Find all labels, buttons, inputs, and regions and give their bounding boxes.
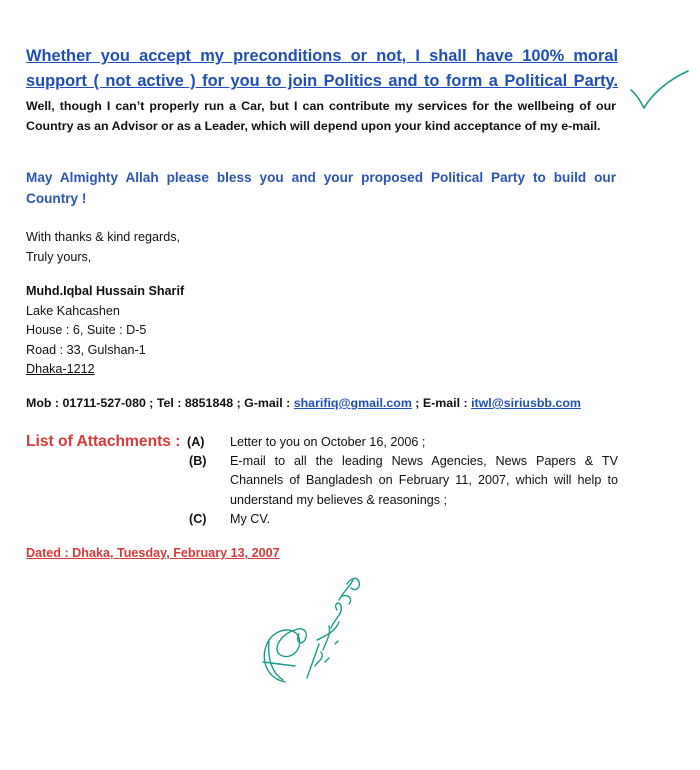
attachments-heading: List of Attachments : [26, 433, 181, 450]
intro-line-1: Whether you accept my preconditions or not, I shall have 100% moral [26, 47, 618, 65]
email-link[interactable]: itwl@siriusbb.com [471, 396, 581, 410]
attachment-mark: (C) [189, 511, 207, 526]
blessing-paragraph: May Almighty Allah please bless you and your proposed Political Party to build our Country ! [26, 170, 616, 206]
checkmark-icon [628, 68, 690, 116]
attachment-mark: (B) [189, 454, 207, 469]
attachment-text: Letter to you on October 16, 2006 ; [230, 435, 426, 449]
closing-thanks: With thanks & kind regards, [26, 230, 180, 244]
intro-line-2: support ( not active ) for you to join Politics and to form a Political Party. [26, 72, 618, 90]
attachment-text: My CV. [230, 511, 271, 526]
gmail-label: ; G-mail : [233, 396, 294, 410]
contact-line [26, 394, 626, 412]
list-item [0, 510, 700, 529]
tel-label: ; Tel : [145, 396, 185, 410]
intro-statement [26, 44, 618, 94]
closing-yours: Truly yours, [26, 249, 92, 264]
address-line: House : 6, Suite : D-5 [26, 323, 147, 337]
email-label: ; E-mail : [411, 396, 472, 410]
dated-line: Dated : Dhaka, Tuesday, February 13, 2007 [26, 546, 280, 560]
services-paragraph: Well, though I can’t properly run a Car, but I can contribute my services for the wellbeing of our Country as an Advisor or as a Leader, which will depend upon your kind acceptance of my e-mail. [26, 99, 616, 133]
gmail-link[interactable]: sharifiq@gmail.com [293, 396, 412, 410]
handwritten-signature-icon [255, 570, 365, 695]
tel-number: 8851848 [184, 396, 234, 410]
mobile-label: Mob : [26, 396, 63, 410]
attachments-list [0, 433, 700, 529]
attachment-text: E-mail to all the leading News Agencies, News Papers & TV Channels of Bangladesh on February 11, 2007, which will help to understand my believes & reasonings ; [230, 454, 618, 507]
sender-address [26, 282, 426, 380]
sender-name: Muhd.Iqbal Hussain Sharif [26, 284, 185, 298]
list-item [0, 452, 700, 510]
address-city: Dhaka-1212 [26, 362, 95, 376]
closing [26, 228, 426, 267]
list-item [0, 433, 700, 452]
mobile-number: 01711-527-080 [62, 396, 146, 410]
address-line: Lake Kahcashen [26, 303, 120, 318]
attachment-mark: (A) [187, 435, 205, 449]
address-line: Road : 33, Gulshan-1 [26, 342, 146, 357]
